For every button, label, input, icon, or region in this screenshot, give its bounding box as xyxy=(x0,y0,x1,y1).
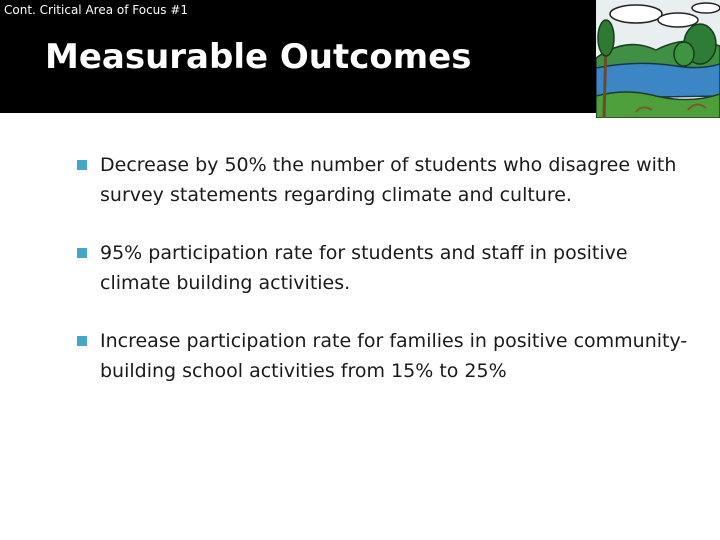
slide-subtitle: Cont. Critical Area of Focus #1 xyxy=(4,3,189,17)
bullet-text: Increase participation rate for families in positive community-building school activities from 15% to 25% xyxy=(100,330,688,382)
bullet-item xyxy=(72,238,692,298)
square-bullet-icon xyxy=(77,248,87,258)
square-bullet-icon xyxy=(77,160,87,170)
slide-title: Measurable Outcomes xyxy=(45,37,472,77)
bullet-text: Decrease by 50% the number of students who disagree with survey statements regarding climate and culture. xyxy=(100,154,677,206)
bullet-list xyxy=(72,150,692,386)
bullet-text: 95% participation rate for students and staff in positive climate building activities. xyxy=(100,242,628,294)
bullet-item xyxy=(72,326,692,386)
landscape-illustration-icon xyxy=(596,0,720,118)
square-bullet-icon xyxy=(77,336,87,346)
bullet-item xyxy=(72,150,692,210)
